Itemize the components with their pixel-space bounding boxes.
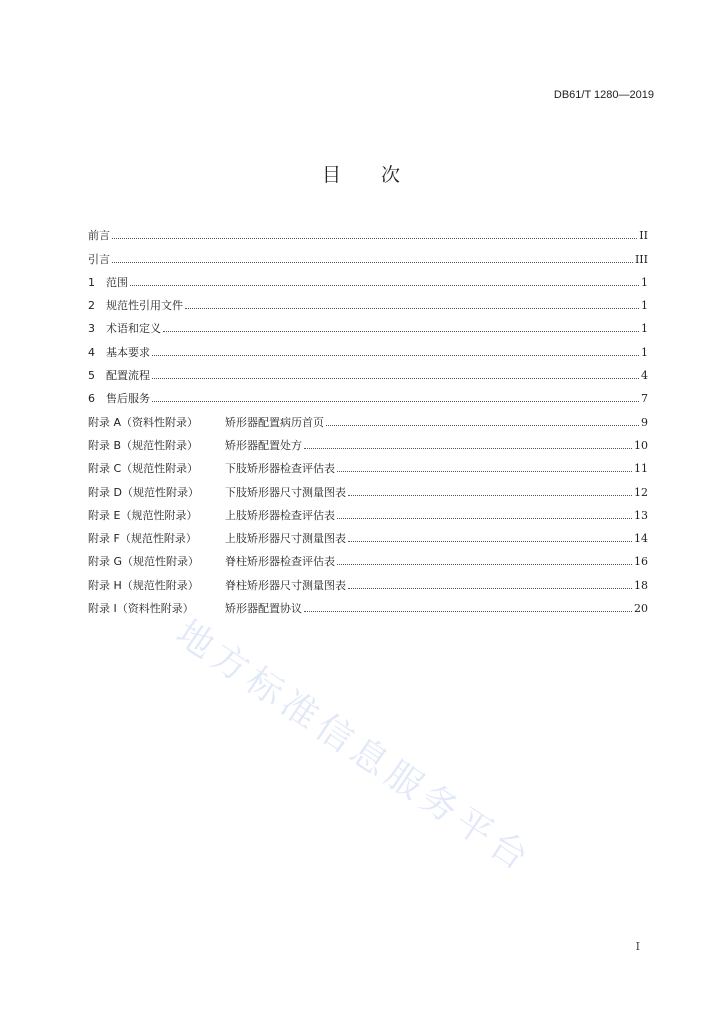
toc-appendix-e[interactable]: [88, 498, 648, 521]
toc-entry-introduction[interactable]: [88, 241, 648, 264]
title-char-1: 目: [321, 164, 343, 186]
page-title: [0, 160, 724, 187]
toc-entry-page: 1: [641, 275, 648, 289]
toc-entry-label: 规范性引用文件: [106, 299, 183, 313]
toc-appendix-label: 上肢矫形器检查评估表: [225, 508, 335, 522]
toc-entry-number: 1: [88, 275, 95, 289]
toc-leader-dots: [337, 470, 632, 472]
toc-appendix-page: 16: [634, 555, 648, 569]
toc-entry-label: 售后服务: [106, 392, 150, 406]
toc-entry-foreword[interactable]: [88, 218, 648, 241]
toc-entry-page: 1: [641, 345, 648, 359]
toc-appendix-label: 脊柱矫形器尺寸测量图表: [225, 578, 346, 592]
toc-entry-label: 术语和定义: [106, 322, 161, 336]
toc-appendix-id: 附录 I（资料性附录）: [88, 602, 194, 616]
toc-appendix-id: 附录 B（规范性附录）: [88, 438, 199, 452]
toc-entry-number: 2: [88, 299, 95, 313]
toc-appendix-d[interactable]: [88, 474, 648, 497]
toc-entry-label: 基本要求: [106, 345, 150, 359]
toc-appendix-label: 脊柱矫形器检查评估表: [225, 555, 335, 569]
toc-leader-dots: [326, 424, 639, 426]
toc-appendix-i[interactable]: [88, 591, 648, 614]
toc-leader-dots: [348, 587, 632, 589]
toc-appendix-b[interactable]: [88, 428, 648, 451]
toc-leader-dots: [112, 261, 633, 263]
toc-entry-number: 5: [88, 369, 95, 383]
toc-appendix-id: 附录 F（规范性附录）: [88, 532, 197, 546]
toc-appendix-page: 12: [634, 485, 648, 499]
toc-leader-dots: [348, 494, 632, 496]
toc-entry-page: III: [634, 252, 648, 266]
toc-entry-page: II: [639, 229, 648, 243]
toc-appendix-label: 上肢矫形器尺寸测量图表: [225, 532, 346, 546]
table-of-contents: [88, 218, 648, 614]
toc-leader-dots: [112, 237, 637, 239]
toc-appendix-g[interactable]: [88, 544, 648, 567]
toc-leader-dots: [163, 330, 639, 332]
title-char-2: 次: [381, 164, 403, 186]
toc-appendix-page: 13: [634, 508, 648, 522]
toc-leader-dots: [304, 610, 632, 612]
toc-entry-terms-definitions[interactable]: [88, 311, 648, 334]
toc-appendix-label: 下肢矫形器检查评估表: [225, 462, 335, 476]
toc-appendix-label: 矫形器配置协议: [225, 602, 302, 616]
toc-leader-dots: [185, 307, 639, 309]
toc-appendix-id: 附录 E（规范性附录）: [88, 508, 198, 522]
toc-appendix-page: 14: [634, 532, 648, 546]
toc-entry-configuration-process[interactable]: [88, 358, 648, 381]
toc-appendix-f[interactable]: [88, 521, 648, 544]
toc-entry-page: 1: [641, 299, 648, 313]
toc-appendix-label: 矫形器配置病历首页: [225, 415, 324, 429]
page-number: I: [635, 940, 640, 953]
watermark: 地方标准信息服务平台: [168, 612, 540, 882]
toc-entry-label: 前言: [88, 229, 110, 243]
toc-leader-dots: [304, 447, 632, 449]
toc-appendix-id: 附录 H（规范性附录）: [88, 578, 199, 592]
toc-leader-dots: [152, 400, 639, 402]
toc-appendix-id: 附录 G（规范性附录）: [88, 555, 200, 569]
toc-appendix-page: 10: [634, 438, 648, 452]
toc-leader-dots: [348, 540, 632, 542]
toc-entry-normative-references[interactable]: [88, 288, 648, 311]
toc-appendix-page: 18: [634, 578, 648, 592]
toc-appendix-page: 11: [634, 462, 648, 476]
toc-entry-scope[interactable]: [88, 265, 648, 288]
toc-entry-label: 引言: [88, 252, 110, 266]
toc-leader-dots: [130, 284, 639, 286]
toc-entry-page: 7: [641, 392, 648, 406]
toc-entry-label: 配置流程: [106, 369, 150, 383]
toc-leader-dots: [337, 563, 632, 565]
toc-appendix-page: 9: [641, 415, 648, 429]
toc-appendix-label: 矫形器配置处方: [225, 438, 302, 452]
toc-leader-dots: [337, 517, 632, 519]
toc-appendix-id: 附录 D（规范性附录）: [88, 485, 199, 499]
toc-entry-after-sales-service[interactable]: [88, 381, 648, 404]
toc-entry-label: 范围: [106, 275, 128, 289]
toc-entry-number: 3: [88, 322, 95, 336]
toc-entry-page: 1: [641, 322, 648, 336]
toc-appendix-c[interactable]: [88, 451, 648, 474]
toc-entry-number: 6: [88, 392, 95, 406]
toc-appendix-label: 下肢矫形器尺寸测量图表: [225, 485, 346, 499]
toc-appendix-h[interactable]: [88, 567, 648, 590]
toc-entry-page: 4: [641, 369, 648, 383]
toc-leader-dots: [152, 377, 639, 379]
toc-leader-dots: [152, 354, 639, 356]
toc-appendix-a[interactable]: [88, 404, 648, 427]
toc-entry-basic-requirements[interactable]: [88, 334, 648, 357]
toc-appendix-page: 20: [634, 602, 648, 616]
standard-code: DB61/T 1280—2019: [553, 89, 654, 101]
toc-appendix-id: 附录 C（规范性附录）: [88, 462, 199, 476]
toc-appendix-id: 附录 A（资料性附录）: [88, 415, 199, 429]
toc-entry-number: 4: [88, 345, 95, 359]
